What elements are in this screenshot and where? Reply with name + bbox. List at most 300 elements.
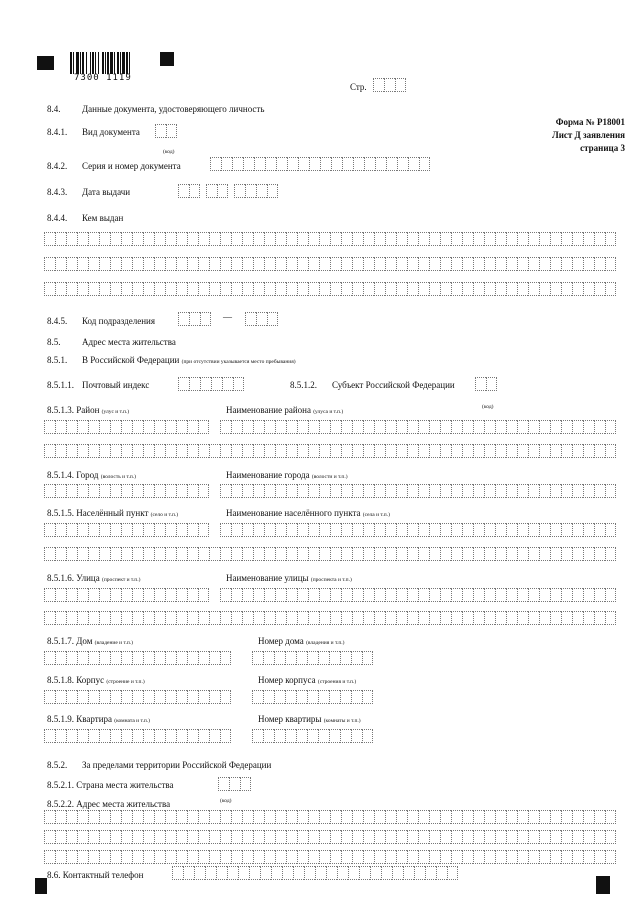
- input-cell[interactable]: [605, 232, 616, 246]
- input-cell[interactable]: [77, 523, 88, 537]
- input-cell[interactable]: [143, 420, 154, 434]
- input-cell[interactable]: [385, 257, 396, 271]
- input-cell[interactable]: [154, 547, 165, 561]
- input-cell[interactable]: [550, 611, 561, 625]
- input-cell[interactable]: [605, 810, 616, 824]
- input-cell[interactable]: [231, 611, 242, 625]
- input-cell[interactable]: [297, 444, 308, 458]
- input-cell[interactable]: [187, 444, 198, 458]
- input-cell[interactable]: [66, 420, 77, 434]
- input-cell[interactable]: [274, 651, 285, 665]
- input-cell[interactable]: [363, 830, 374, 844]
- input-cell[interactable]: [110, 690, 121, 704]
- input-cell[interactable]: [256, 312, 267, 326]
- input-cell[interactable]: [517, 547, 528, 561]
- input-cell[interactable]: [462, 810, 473, 824]
- input-cell[interactable]: [605, 444, 616, 458]
- input-cell[interactable]: [429, 588, 440, 602]
- input-cell[interactable]: [232, 157, 243, 171]
- input-cell[interactable]: [99, 444, 110, 458]
- input-cell[interactable]: [253, 282, 264, 296]
- input-cell[interactable]: [495, 588, 506, 602]
- house-number-field[interactable]: [252, 651, 373, 665]
- input-cell[interactable]: [352, 810, 363, 824]
- input-cell[interactable]: [253, 420, 264, 434]
- zip-field[interactable]: [178, 377, 244, 391]
- input-cell[interactable]: [385, 484, 396, 498]
- input-cell[interactable]: [275, 547, 286, 561]
- input-cell[interactable]: [374, 444, 385, 458]
- input-cell[interactable]: [539, 850, 550, 864]
- input-cell[interactable]: [495, 830, 506, 844]
- input-cell[interactable]: [44, 611, 55, 625]
- input-cell[interactable]: [211, 377, 222, 391]
- input-cell[interactable]: [132, 420, 143, 434]
- input-cell[interactable]: [222, 377, 233, 391]
- input-cell[interactable]: [110, 850, 121, 864]
- corpus-number-field[interactable]: [252, 690, 373, 704]
- input-cell[interactable]: [99, 257, 110, 271]
- input-cell[interactable]: [44, 651, 55, 665]
- input-cell[interactable]: [506, 420, 517, 434]
- input-cell[interactable]: [330, 830, 341, 844]
- input-cell[interactable]: [605, 282, 616, 296]
- input-cell[interactable]: [221, 157, 232, 171]
- input-cell[interactable]: [44, 850, 55, 864]
- input-cell[interactable]: [447, 866, 458, 880]
- input-cell[interactable]: [110, 830, 121, 844]
- input-cell[interactable]: [528, 232, 539, 246]
- district-row-2[interactable]: [44, 444, 616, 458]
- input-cell[interactable]: [308, 830, 319, 844]
- address-row-2[interactable]: [44, 830, 616, 844]
- input-cell[interactable]: [396, 810, 407, 824]
- input-cell[interactable]: [396, 257, 407, 271]
- input-cell[interactable]: [198, 420, 209, 434]
- input-cell[interactable]: [440, 484, 451, 498]
- input-cell[interactable]: [132, 523, 143, 537]
- street-row-2[interactable]: [44, 611, 616, 625]
- input-cell[interactable]: [296, 690, 307, 704]
- input-cell[interactable]: [352, 484, 363, 498]
- input-cell[interactable]: [189, 312, 200, 326]
- input-cell[interactable]: [231, 232, 242, 246]
- input-cell[interactable]: [183, 866, 194, 880]
- input-cell[interactable]: [418, 257, 429, 271]
- input-cell[interactable]: [506, 232, 517, 246]
- input-cell[interactable]: [242, 547, 253, 561]
- input-cell[interactable]: [451, 850, 462, 864]
- input-cell[interactable]: [198, 232, 209, 246]
- input-cell[interactable]: [165, 232, 176, 246]
- input-cell[interactable]: [264, 810, 275, 824]
- input-cell[interactable]: [187, 690, 198, 704]
- input-cell[interactable]: [326, 866, 337, 880]
- input-cell[interactable]: [209, 810, 220, 824]
- input-cell[interactable]: [341, 588, 352, 602]
- input-cell[interactable]: [121, 444, 132, 458]
- input-cell[interactable]: [178, 184, 189, 198]
- input-cell[interactable]: [55, 588, 66, 602]
- input-cell[interactable]: [506, 830, 517, 844]
- input-cell[interactable]: [88, 850, 99, 864]
- input-cell[interactable]: [429, 523, 440, 537]
- input-cell[interactable]: [88, 690, 99, 704]
- input-cell[interactable]: [187, 420, 198, 434]
- input-cell[interactable]: [418, 588, 429, 602]
- input-cell[interactable]: [176, 850, 187, 864]
- input-cell[interactable]: [165, 484, 176, 498]
- input-cell[interactable]: [363, 444, 374, 458]
- input-cell[interactable]: [362, 651, 373, 665]
- input-cell[interactable]: [307, 651, 318, 665]
- input-cell[interactable]: [594, 588, 605, 602]
- input-cell[interactable]: [407, 484, 418, 498]
- input-cell[interactable]: [77, 444, 88, 458]
- issue-date-day[interactable]: [178, 184, 200, 198]
- input-cell[interactable]: [528, 547, 539, 561]
- input-cell[interactable]: [484, 830, 495, 844]
- input-cell[interactable]: [198, 651, 209, 665]
- input-cell[interactable]: [253, 257, 264, 271]
- input-cell[interactable]: [253, 547, 264, 561]
- input-cell[interactable]: [252, 729, 263, 743]
- input-cell[interactable]: [583, 257, 594, 271]
- input-cell[interactable]: [418, 830, 429, 844]
- input-cell[interactable]: [198, 523, 209, 537]
- input-cell[interactable]: [440, 282, 451, 296]
- input-cell[interactable]: [308, 484, 319, 498]
- input-cell[interactable]: [462, 420, 473, 434]
- input-cell[interactable]: [351, 651, 362, 665]
- input-cell[interactable]: [99, 729, 110, 743]
- input-cell[interactable]: [286, 611, 297, 625]
- input-cell[interactable]: [121, 651, 132, 665]
- input-cell[interactable]: [176, 651, 187, 665]
- input-cell[interactable]: [407, 282, 418, 296]
- input-cell[interactable]: [242, 420, 253, 434]
- input-cell[interactable]: [220, 729, 231, 743]
- input-cell[interactable]: [110, 444, 121, 458]
- input-cell[interactable]: [88, 810, 99, 824]
- input-cell[interactable]: [392, 866, 403, 880]
- input-cell[interactable]: [231, 444, 242, 458]
- input-cell[interactable]: [337, 866, 348, 880]
- input-cell[interactable]: [484, 444, 495, 458]
- input-cell[interactable]: [99, 484, 110, 498]
- city-name-row-1[interactable]: [220, 484, 616, 498]
- input-cell[interactable]: [572, 444, 583, 458]
- input-cell[interactable]: [220, 547, 231, 561]
- input-cell[interactable]: [473, 282, 484, 296]
- input-cell[interactable]: [396, 282, 407, 296]
- input-cell[interactable]: [605, 611, 616, 625]
- input-cell[interactable]: [451, 282, 462, 296]
- input-cell[interactable]: [451, 420, 462, 434]
- city-type-row-1[interactable]: [44, 484, 209, 498]
- input-cell[interactable]: [275, 232, 286, 246]
- input-cell[interactable]: [264, 611, 275, 625]
- input-cell[interactable]: [572, 257, 583, 271]
- input-cell[interactable]: [265, 157, 276, 171]
- input-cell[interactable]: [550, 257, 561, 271]
- input-cell[interactable]: [154, 810, 165, 824]
- input-cell[interactable]: [418, 850, 429, 864]
- input-cell[interactable]: [539, 257, 550, 271]
- input-cell[interactable]: [318, 651, 329, 665]
- input-cell[interactable]: [583, 420, 594, 434]
- input-cell[interactable]: [220, 611, 231, 625]
- input-cell[interactable]: [205, 866, 216, 880]
- input-cell[interactable]: [88, 484, 99, 498]
- input-cell[interactable]: [55, 611, 66, 625]
- input-cell[interactable]: [308, 232, 319, 246]
- input-cell[interactable]: [440, 444, 451, 458]
- input-cell[interactable]: [473, 232, 484, 246]
- input-cell[interactable]: [561, 850, 572, 864]
- input-cell[interactable]: [263, 651, 274, 665]
- district-type-row-1[interactable]: [44, 420, 209, 434]
- input-cell[interactable]: [484, 850, 495, 864]
- input-cell[interactable]: [143, 282, 154, 296]
- input-cell[interactable]: [462, 588, 473, 602]
- input-cell[interactable]: [297, 611, 308, 625]
- input-cell[interactable]: [396, 547, 407, 561]
- input-cell[interactable]: [166, 124, 177, 138]
- input-cell[interactable]: [340, 651, 351, 665]
- input-cell[interactable]: [198, 850, 209, 864]
- input-cell[interactable]: [260, 866, 271, 880]
- input-cell[interactable]: [408, 157, 419, 171]
- input-cell[interactable]: [473, 810, 484, 824]
- input-cell[interactable]: [407, 830, 418, 844]
- input-cell[interactable]: [517, 611, 528, 625]
- input-cell[interactable]: [506, 588, 517, 602]
- input-cell[interactable]: [341, 444, 352, 458]
- input-cell[interactable]: [418, 810, 429, 824]
- input-cell[interactable]: [330, 523, 341, 537]
- input-cell[interactable]: [254, 157, 265, 171]
- input-cell[interactable]: [66, 810, 77, 824]
- input-cell[interactable]: [308, 420, 319, 434]
- input-cell[interactable]: [429, 850, 440, 864]
- input-cell[interactable]: [319, 611, 330, 625]
- input-cell[interactable]: [88, 282, 99, 296]
- input-cell[interactable]: [329, 651, 340, 665]
- input-cell[interactable]: [218, 777, 229, 791]
- input-cell[interactable]: [605, 547, 616, 561]
- input-cell[interactable]: [484, 257, 495, 271]
- input-cell[interactable]: [293, 866, 304, 880]
- input-cell[interactable]: [143, 588, 154, 602]
- input-cell[interactable]: [550, 523, 561, 537]
- input-cell[interactable]: [429, 257, 440, 271]
- input-cell[interactable]: [385, 588, 396, 602]
- input-cell[interactable]: [297, 830, 308, 844]
- input-cell[interactable]: [572, 420, 583, 434]
- input-cell[interactable]: [267, 312, 278, 326]
- input-cell[interactable]: [407, 547, 418, 561]
- input-cell[interactable]: [374, 611, 385, 625]
- input-cell[interactable]: [330, 588, 341, 602]
- input-cell[interactable]: [253, 523, 264, 537]
- input-cell[interactable]: [143, 810, 154, 824]
- series-field[interactable]: [210, 157, 430, 171]
- input-cell[interactable]: [99, 420, 110, 434]
- input-cell[interactable]: [561, 420, 572, 434]
- input-cell[interactable]: [462, 484, 473, 498]
- input-cell[interactable]: [583, 484, 594, 498]
- input-cell[interactable]: [154, 850, 165, 864]
- input-cell[interactable]: [271, 866, 282, 880]
- input-cell[interactable]: [583, 444, 594, 458]
- input-cell[interactable]: [253, 810, 264, 824]
- input-cell[interactable]: [440, 850, 451, 864]
- input-cell[interactable]: [451, 484, 462, 498]
- input-cell[interactable]: [517, 420, 528, 434]
- input-cell[interactable]: [429, 611, 440, 625]
- input-cell[interactable]: [352, 588, 363, 602]
- input-cell[interactable]: [528, 588, 539, 602]
- input-cell[interactable]: [605, 420, 616, 434]
- input-cell[interactable]: [375, 157, 386, 171]
- input-cell[interactable]: [341, 547, 352, 561]
- input-cell[interactable]: [308, 611, 319, 625]
- input-cell[interactable]: [44, 523, 55, 537]
- input-cell[interactable]: [187, 547, 198, 561]
- input-cell[interactable]: [242, 850, 253, 864]
- input-cell[interactable]: [165, 444, 176, 458]
- input-cell[interactable]: [506, 547, 517, 561]
- input-cell[interactable]: [242, 830, 253, 844]
- input-cell[interactable]: [319, 547, 330, 561]
- input-cell[interactable]: [209, 444, 220, 458]
- house-type-field[interactable]: [44, 651, 231, 665]
- input-cell[interactable]: [88, 729, 99, 743]
- input-cell[interactable]: [286, 810, 297, 824]
- input-cell[interactable]: [242, 484, 253, 498]
- input-cell[interactable]: [165, 282, 176, 296]
- input-cell[interactable]: [44, 690, 55, 704]
- input-cell[interactable]: [154, 830, 165, 844]
- input-cell[interactable]: [249, 866, 260, 880]
- input-cell[interactable]: [528, 810, 539, 824]
- input-cell[interactable]: [209, 651, 220, 665]
- input-cell[interactable]: [572, 282, 583, 296]
- input-cell[interactable]: [594, 484, 605, 498]
- input-cell[interactable]: [88, 830, 99, 844]
- input-cell[interactable]: [187, 830, 198, 844]
- input-cell[interactable]: [231, 282, 242, 296]
- input-cell[interactable]: [187, 810, 198, 824]
- input-cell[interactable]: [374, 257, 385, 271]
- input-cell[interactable]: [264, 850, 275, 864]
- input-cell[interactable]: [296, 651, 307, 665]
- input-cell[interactable]: [88, 611, 99, 625]
- input-cell[interactable]: [436, 866, 447, 880]
- input-cell[interactable]: [517, 232, 528, 246]
- input-cell[interactable]: [517, 830, 528, 844]
- input-cell[interactable]: [462, 611, 473, 625]
- input-cell[interactable]: [495, 810, 506, 824]
- input-cell[interactable]: [264, 282, 275, 296]
- input-cell[interactable]: [77, 729, 88, 743]
- input-cell[interactable]: [66, 232, 77, 246]
- input-cell[interactable]: [220, 257, 231, 271]
- input-cell[interactable]: [440, 232, 451, 246]
- input-cell[interactable]: [242, 523, 253, 537]
- input-cell[interactable]: [341, 611, 352, 625]
- input-cell[interactable]: [594, 810, 605, 824]
- issuer-row-1[interactable]: [44, 232, 616, 246]
- input-cell[interactable]: [561, 232, 572, 246]
- input-cell[interactable]: [231, 830, 242, 844]
- input-cell[interactable]: [275, 484, 286, 498]
- input-cell[interactable]: [363, 282, 374, 296]
- input-cell[interactable]: [561, 810, 572, 824]
- input-cell[interactable]: [362, 729, 373, 743]
- input-cell[interactable]: [143, 444, 154, 458]
- input-cell[interactable]: [550, 484, 561, 498]
- input-cell[interactable]: [583, 547, 594, 561]
- input-cell[interactable]: [198, 690, 209, 704]
- input-cell[interactable]: [418, 611, 429, 625]
- input-cell[interactable]: [275, 282, 286, 296]
- input-cell[interactable]: [594, 420, 605, 434]
- dept-code-part2[interactable]: [245, 312, 278, 326]
- input-cell[interactable]: [297, 282, 308, 296]
- input-cell[interactable]: [55, 444, 66, 458]
- input-cell[interactable]: [363, 420, 374, 434]
- input-cell[interactable]: [352, 611, 363, 625]
- input-cell[interactable]: [110, 257, 121, 271]
- input-cell[interactable]: [66, 690, 77, 704]
- input-cell[interactable]: [165, 830, 176, 844]
- input-cell[interactable]: [154, 523, 165, 537]
- input-cell[interactable]: [187, 232, 198, 246]
- input-cell[interactable]: [110, 484, 121, 498]
- input-cell[interactable]: [55, 830, 66, 844]
- input-cell[interactable]: [385, 444, 396, 458]
- input-cell[interactable]: [331, 157, 342, 171]
- input-cell[interactable]: [440, 547, 451, 561]
- input-cell[interactable]: [217, 184, 228, 198]
- input-cell[interactable]: [132, 830, 143, 844]
- input-cell[interactable]: [414, 866, 425, 880]
- input-cell[interactable]: [352, 444, 363, 458]
- input-cell[interactable]: [308, 523, 319, 537]
- input-cell[interactable]: [308, 588, 319, 602]
- input-cell[interactable]: [44, 588, 55, 602]
- input-cell[interactable]: [44, 830, 55, 844]
- input-cell[interactable]: [473, 484, 484, 498]
- input-cell[interactable]: [473, 588, 484, 602]
- input-cell[interactable]: [374, 232, 385, 246]
- input-cell[interactable]: [88, 651, 99, 665]
- input-cell[interactable]: [99, 810, 110, 824]
- input-cell[interactable]: [396, 850, 407, 864]
- input-cell[interactable]: [341, 850, 352, 864]
- subject-field[interactable]: [475, 377, 497, 391]
- input-cell[interactable]: [495, 547, 506, 561]
- input-cell[interactable]: [308, 547, 319, 561]
- input-cell[interactable]: [319, 830, 330, 844]
- input-cell[interactable]: [287, 157, 298, 171]
- input-cell[interactable]: [373, 78, 384, 92]
- input-cell[interactable]: [176, 420, 187, 434]
- input-cell[interactable]: [451, 232, 462, 246]
- input-cell[interactable]: [77, 830, 88, 844]
